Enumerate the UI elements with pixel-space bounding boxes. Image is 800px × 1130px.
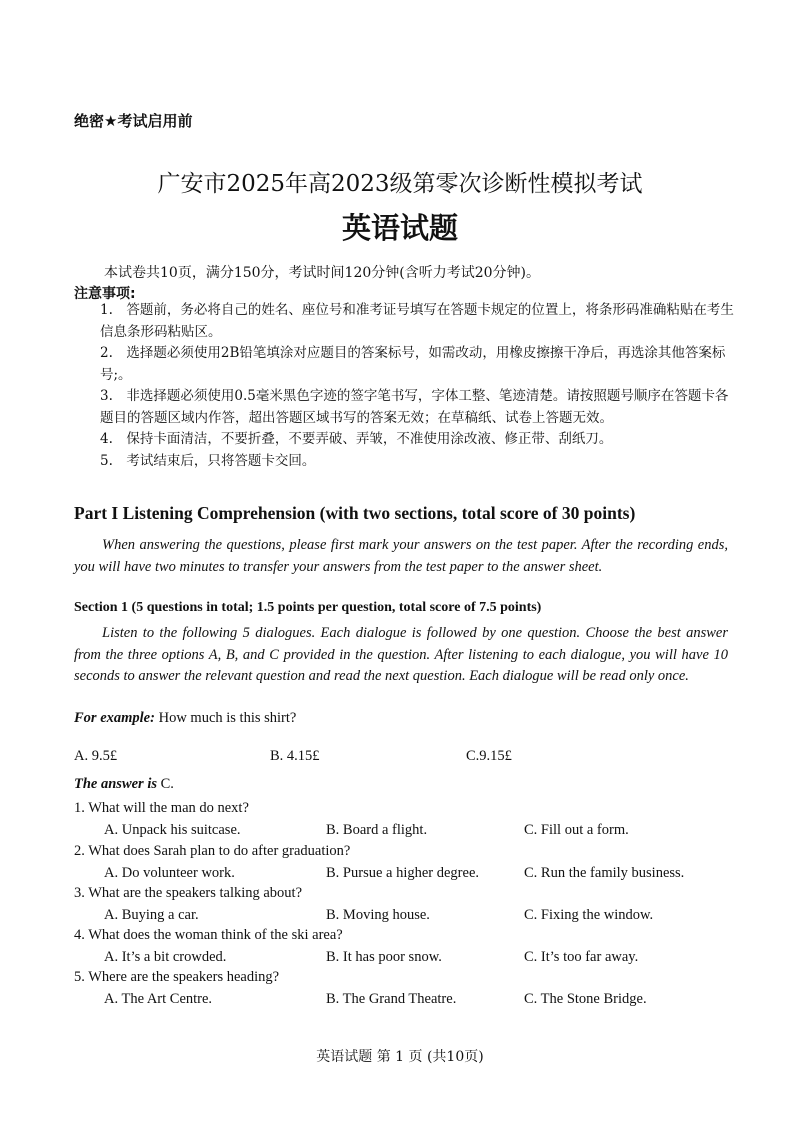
question-4: 4. What does the woman think of the ski area? bbox=[74, 927, 343, 943]
question-5: 5. Where are the speakers heading? bbox=[74, 969, 280, 985]
part1-instruction bbox=[74, 535, 728, 578]
part1-instruction-text: When answering the questions, please first mark your answers on the test paper. After the recording ends, you will have two minutes to transfer your answers from the test paper to the answer sheet. bbox=[74, 537, 728, 575]
confidential-label: 绝密★考试启用前 bbox=[74, 112, 193, 130]
example-option-b: B. 4.15£ bbox=[270, 748, 320, 764]
answer-value: C. bbox=[160, 776, 174, 792]
notice-heading: 注意事项: bbox=[74, 286, 136, 302]
question-1: 1. What will the man do next? bbox=[74, 800, 249, 816]
question-2-option-a: A. Do volunteer work. bbox=[104, 865, 235, 881]
notice-item: 5. 考试结束后，只将答题卡交回。 bbox=[100, 452, 316, 469]
question-4-option-b: B. It has poor snow. bbox=[326, 949, 442, 965]
example-option-a: A. 9.5£ bbox=[74, 748, 118, 764]
question-2-option-c: C. Run the family business. bbox=[524, 865, 685, 881]
question-3-option-a: A. Buying a car. bbox=[104, 907, 199, 923]
notice-list bbox=[100, 300, 740, 472]
notice-item: 2. 选择题必须使用2B铅笔填涂对应题目的答案标号，如需改动，用橡皮擦擦干净后，再选涂其他答案标号;。 bbox=[100, 345, 726, 383]
page-footer: 英语试题 第 1 页 (共10页) bbox=[316, 1049, 484, 1065]
example-question: How much is this shirt? bbox=[158, 710, 297, 726]
section1-instruction bbox=[74, 623, 728, 688]
question-5-option-a: A. The Art Centre. bbox=[104, 991, 213, 1007]
question-2-option-b: B. Pursue a higher degree. bbox=[326, 865, 480, 881]
question-4-option-c: C. It’s too far away. bbox=[524, 949, 639, 965]
question-1-option-a: A. Unpack his suitcase. bbox=[104, 822, 241, 838]
question-1-option-b: B. Board a flight. bbox=[326, 822, 428, 838]
question-3-option-c: C. Fixing the window. bbox=[524, 907, 654, 923]
question-1-option-c: C. Fill out a form. bbox=[524, 822, 629, 838]
notice-item: 3. 非选择题必须使用0.5毫米黑色字迹的签字笔书写，字体工整、笔迹清楚。请按照题号顺序在答题卡各题目的答题区域内作答，超出答题区域书写的答案无效；在草稿纸、试卷上答题无效。 bbox=[100, 388, 729, 426]
example-label: For example bbox=[74, 710, 151, 726]
question-2: 2. What does Sarah plan to do after graduation? bbox=[74, 843, 351, 859]
subject-title: 英语试题 bbox=[341, 211, 458, 245]
example-option-c: C.9.15£ bbox=[466, 748, 512, 764]
exam-title: 广安市2025年高2023级第零次诊断性模拟考试 bbox=[157, 171, 643, 197]
example-line: For example: How much is this shirt? bbox=[74, 710, 297, 726]
question-4-option-a: A. It’s a bit crowded. bbox=[104, 949, 227, 965]
part1-heading: Part I Listening Comprehension (with two sections, total score of 30 points) bbox=[74, 503, 636, 523]
section1-instruction-text: Listen to the following 5 dialogues. Each dialogue is followed by one question. Choose the best answer from the three options A, B, and C provided in the question. After listening to each dialogue, you will have 10 seconds to answer the relevant question and read the next question. Each dialogue will be read only once. bbox=[74, 625, 728, 684]
answer-label: The answer is bbox=[74, 776, 157, 792]
question-3-option-b: B. Moving house. bbox=[326, 907, 430, 923]
notice-item: 1. 答题前，务必将自己的姓名、座位号和准考证号填写在答题卡规定的位置上，将条形码准确粘贴在考生信息条形码粘贴区。 bbox=[100, 302, 734, 340]
section1-heading: Section 1 (5 questions in total; 1.5 points per question, total score of 7.5 points) bbox=[74, 600, 542, 615]
example-answer bbox=[74, 776, 174, 793]
question-3: 3. What are the speakers talking about? bbox=[74, 885, 303, 901]
question-5-option-c: C. The Stone Bridge. bbox=[524, 991, 647, 1007]
intro-text: 本试卷共10页，满分150分，考试时间120分钟(含听力考试20分钟)。 bbox=[104, 265, 540, 281]
notice-item: 4. 保持卡面清洁，不要折叠，不要弄破、弄皱，不准使用涂改液、修正带、刮纸刀。 bbox=[100, 431, 613, 447]
question-5-option-b: B. The Grand Theatre. bbox=[326, 991, 457, 1007]
